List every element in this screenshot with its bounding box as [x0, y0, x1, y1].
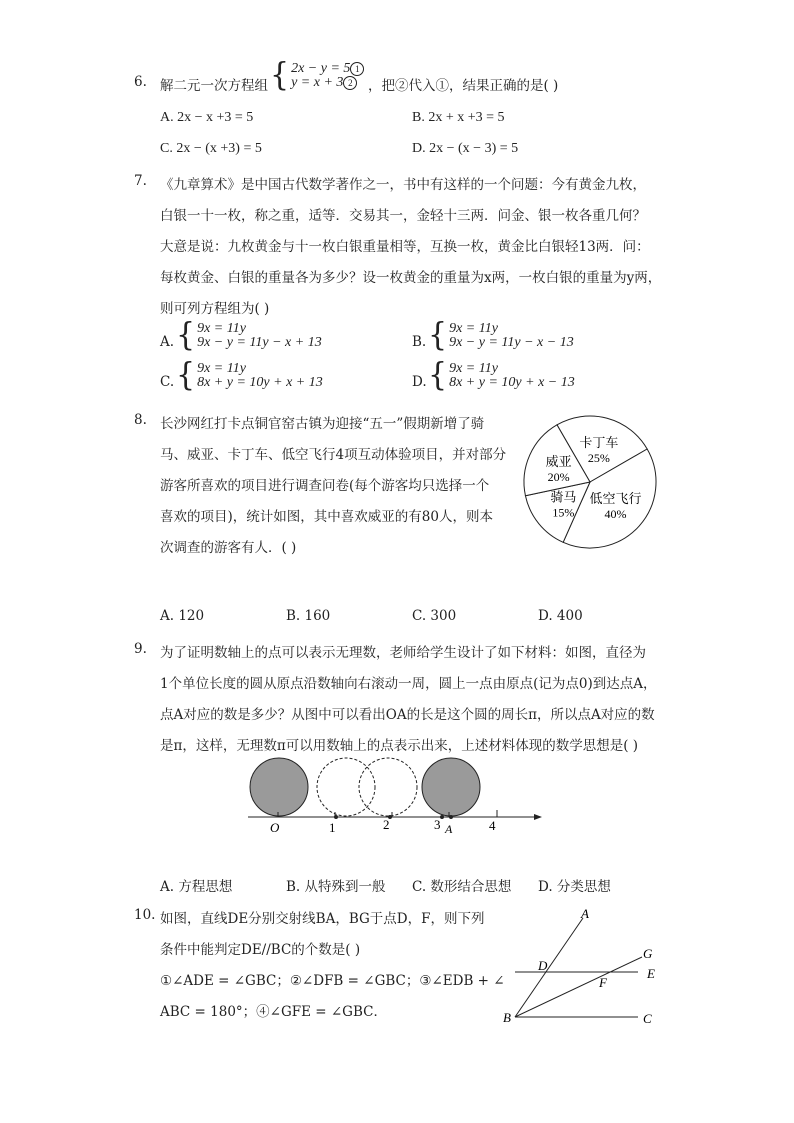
label-b: B	[503, 1010, 511, 1025]
start-circle	[250, 758, 308, 816]
q6-eq2-mark: 2	[343, 76, 357, 90]
brace-icon: {	[176, 357, 196, 394]
q7-option-c-eq1: 9x = 11y	[197, 361, 246, 376]
q7-option-b-label: B.	[412, 334, 427, 350]
label-g: G	[643, 946, 653, 961]
brace-icon: {	[176, 317, 196, 354]
q7-option-b-eq2: 9x − y = 11y − x − 13	[449, 335, 574, 350]
q7-option-d-eq1: 9x = 11y	[449, 361, 498, 376]
q7-option-c	[176, 357, 323, 394]
q6-eq1-mark: 1	[350, 62, 364, 76]
q10-line-4: ABC = 180°；④∠GFE = ∠GBC．	[160, 1004, 387, 1020]
q7-line-2: 白银一十一枚，称之重，适等．交易其一，金轻十三两．问金、银一枚各重几何？	[160, 208, 646, 224]
q9-option-c: C. 数形结合思想	[412, 879, 512, 895]
q9-line-1: 为了证明数轴上的点可以表示无理数，老师给学生设计了如下材料：如图，直径为	[160, 645, 646, 661]
q7-option-c-eq2: 8x + y = 10y + x + 13	[197, 375, 323, 390]
q10-line-3: ①∠ADE = ∠GBC；②∠DFB = ∠GBC；③∠EDB + ∠	[160, 973, 505, 989]
pie-percent-1: 40%	[604, 506, 627, 521]
rolling-circle-1	[317, 758, 375, 816]
q7-option-a	[176, 317, 322, 354]
q6-option-b: B. 2x + x +3 = 5	[412, 110, 505, 125]
q7-line-5: 则可列方程组为( )	[160, 301, 270, 317]
label-c: C	[643, 1011, 652, 1026]
label-f: F	[599, 975, 607, 990]
brace-icon: {	[428, 317, 448, 354]
q8-number: 8.	[134, 412, 147, 428]
q7-line-3: 大意是说：九枚黄金与十一枚白银重量相等，互换一枚，黄金比白银轻13两．问：	[160, 239, 650, 255]
pie-percent-2: 15%	[552, 505, 575, 520]
q8-line-4: 喜欢的项目)，统计如图，其中喜欢威亚的有80人，则本	[160, 509, 493, 525]
axis-arrow-icon	[534, 814, 542, 820]
pie-percent-0: 25%	[587, 450, 610, 465]
pie-label-1: 低空飞行	[589, 490, 642, 506]
q9-option-d: D. 分类思想	[538, 879, 611, 895]
pie-label-0: 卡丁车	[579, 434, 619, 450]
axis-label-o: O	[270, 820, 280, 835]
q8-line-5: 次调查的游客有人．( )	[160, 540, 297, 556]
q6-option-c: C. 2x − (x +3) = 5	[160, 141, 262, 156]
q6-suffix: ，把②代入①，结果正确的是( )	[368, 78, 559, 94]
q10-number: 10.	[134, 907, 156, 923]
axis-label-4: 4	[489, 818, 496, 833]
q7-option-a-eq1: 9x = 11y	[197, 321, 246, 336]
q9-option-a: A. 方程思想	[160, 879, 233, 895]
end-circle	[422, 758, 480, 816]
q8-line-1: 长沙网红打卡点铜官窑古镇为迎接“五一”假期新增了骑	[160, 416, 485, 432]
q6-option-a: A. 2x − x +3 = 5	[160, 110, 254, 125]
q8-line-2: 马、威亚、卡丁车、低空飞行4项互动体验项目，并对部分	[160, 447, 507, 463]
q9-line-3: 点A对应的数是多少？从图中可以看出OA的长是这个圆的周长π，所以点A对应的数	[160, 707, 655, 723]
q8-option-c: C. 300	[412, 608, 457, 624]
q9-option-b: B. 从特殊到一般	[286, 879, 386, 895]
q6-prefix: 解二元一次方程组	[160, 78, 268, 94]
q10-geometry-figure	[495, 900, 670, 1030]
q9-number-line-figure	[240, 752, 550, 838]
q7-option-d	[428, 357, 575, 394]
q6-number: 6.	[134, 74, 147, 90]
q6-equation-system	[270, 57, 364, 95]
q7-option-d-label: D.	[412, 374, 427, 390]
pie-label-3: 威亚	[545, 454, 572, 470]
axis-label-3: 3	[434, 817, 441, 832]
point-a	[449, 815, 453, 819]
rolling-circle-2	[359, 758, 417, 816]
pie-percent-3: 20%	[547, 470, 570, 485]
q6-option-d: D. 2x − (x − 3) = 5	[412, 141, 519, 156]
label-a: A	[581, 906, 589, 921]
q10-line-2: 条件中能判定DE//BC的个数是( )	[160, 942, 361, 958]
q7-option-b-eq1: 9x = 11y	[449, 321, 498, 336]
q6-eq1: 2x − y = 5	[291, 61, 351, 77]
point-1	[334, 815, 338, 819]
axis-label-1: 1	[329, 820, 336, 835]
brace-icon: {	[270, 57, 290, 95]
q8-option-b: B. 160	[286, 608, 331, 624]
q7-option-a-eq2: 9x − y = 11y − x + 13	[197, 335, 322, 350]
label-e: E	[647, 966, 655, 981]
pie-label-2: 骑马	[550, 489, 577, 505]
q8-pie-chart	[518, 408, 668, 556]
label-d: D	[538, 958, 548, 973]
q8-option-d: D. 400	[538, 608, 583, 624]
q7-line-1: 《九章算术》是中国古代数学著作之一，书中有这样的一个问题：今有黄金九枚，	[160, 177, 646, 193]
q7-option-d-eq2: 8x + y = 10y + x − 13	[449, 375, 575, 390]
q6-eq2: y = x + 3	[291, 75, 344, 91]
q7-line-4: 每枚黄金、白银的重量各为多少？设一枚黄金的重量为x两，一枚白银的重量为y两，	[160, 270, 662, 286]
q7-option-a-label: A.	[160, 334, 175, 350]
q9-line-4: 是π，这样，无理数π可以用数轴上的点表示出来，上述材料体现的数学思想是( )	[160, 738, 639, 754]
q7-number: 7.	[134, 173, 147, 189]
ray-bg	[515, 957, 642, 1017]
point-3	[440, 815, 444, 819]
axis-label-2: 2	[383, 817, 390, 832]
q9-line-2: 1个单位长度的圆从原点沿数轴向右滚动一周，圆上一点由原点(记为点0)到达点A，	[160, 676, 657, 692]
q9-number: 9.	[134, 641, 147, 657]
q8-option-a: A. 120	[160, 608, 205, 624]
q7-option-b	[428, 317, 574, 354]
ray-ba	[515, 918, 583, 1017]
q10-line-1: 如图，直线DE分别交射线BA，BG于点D，F，则下列	[160, 911, 485, 927]
brace-icon: {	[428, 357, 448, 394]
q8-line-3: 游客所喜欢的项目进行调查问卷(每个游客均只选择一个	[160, 478, 490, 494]
axis-label-a: A	[445, 822, 453, 836]
q7-option-c-label: C.	[160, 374, 175, 390]
